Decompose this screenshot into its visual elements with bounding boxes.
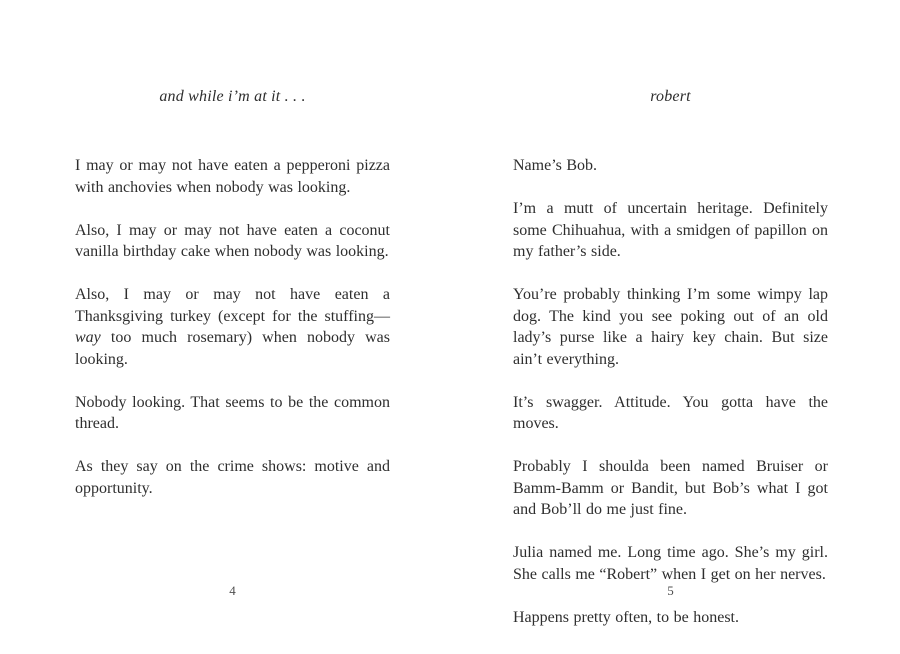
text-segment: Happens pretty often, to be honest. (513, 608, 739, 626)
text-segment: You’re probably thinking I’m some wimpy lap dog. The kind you see poking out of an old lady’s purse like a hairy key chain. But size ain’t everything. (513, 286, 828, 368)
paragraph (75, 220, 390, 263)
text-segment: Also, I may or may not have eaten a coconut vanilla birthday cake when nobody was looking. (75, 221, 390, 260)
text-segment: It’s swagger. Attitude. You gotta have the moves. (513, 393, 828, 432)
text-segment: Name’s Bob. (513, 157, 598, 174)
paragraph (513, 456, 828, 521)
paragraph (75, 392, 390, 435)
text-segment: Probably I shoulda been named Bruiser or Bamm-Bamm or Bandit, but Bob’s what I got and Bob’ll do me just fine. (513, 458, 828, 518)
text-segment: Also, I may or may not have eaten a Thanksgiving turkey (except for the stuffing— (75, 286, 390, 325)
paragraph (513, 198, 828, 263)
paragraph (513, 155, 828, 177)
paragraph (513, 607, 828, 629)
paragraph (513, 392, 828, 435)
paragraph (75, 456, 390, 499)
paragraph (75, 155, 390, 198)
text-segment: I’m a mutt of uncertain heritage. Definitely some Chihuahua, with a smidgen of papillon on my father’s side. (513, 200, 828, 260)
paragraph (513, 542, 828, 585)
page-right (450, 0, 900, 654)
text-segment: Nobody looking. That seems to be the common thread. (75, 393, 390, 432)
page-number-right: 5 (667, 583, 674, 598)
text-segment: I may or may not have eaten a pepperoni pizza with anchovies when nobody was looking. (75, 157, 390, 196)
paragraph (513, 284, 828, 370)
text-segment: too much rosemary) when nobody was looking. (75, 329, 390, 368)
running-header-right: robert (650, 88, 691, 105)
text-segment: Julia named me. Long time ago. She’s my girl. She calls me “Robert” when I get on her nerves. (513, 544, 828, 583)
text-segment: As they say on the crime shows: motive and opportunity. (75, 458, 390, 497)
page-right-body (513, 155, 828, 628)
paragraph (75, 284, 390, 370)
page-left-body (75, 155, 390, 499)
page-number-left: 4 (229, 583, 236, 598)
running-header-left: and while i’m at it . . . (159, 88, 306, 105)
text-segment: way (75, 329, 101, 346)
